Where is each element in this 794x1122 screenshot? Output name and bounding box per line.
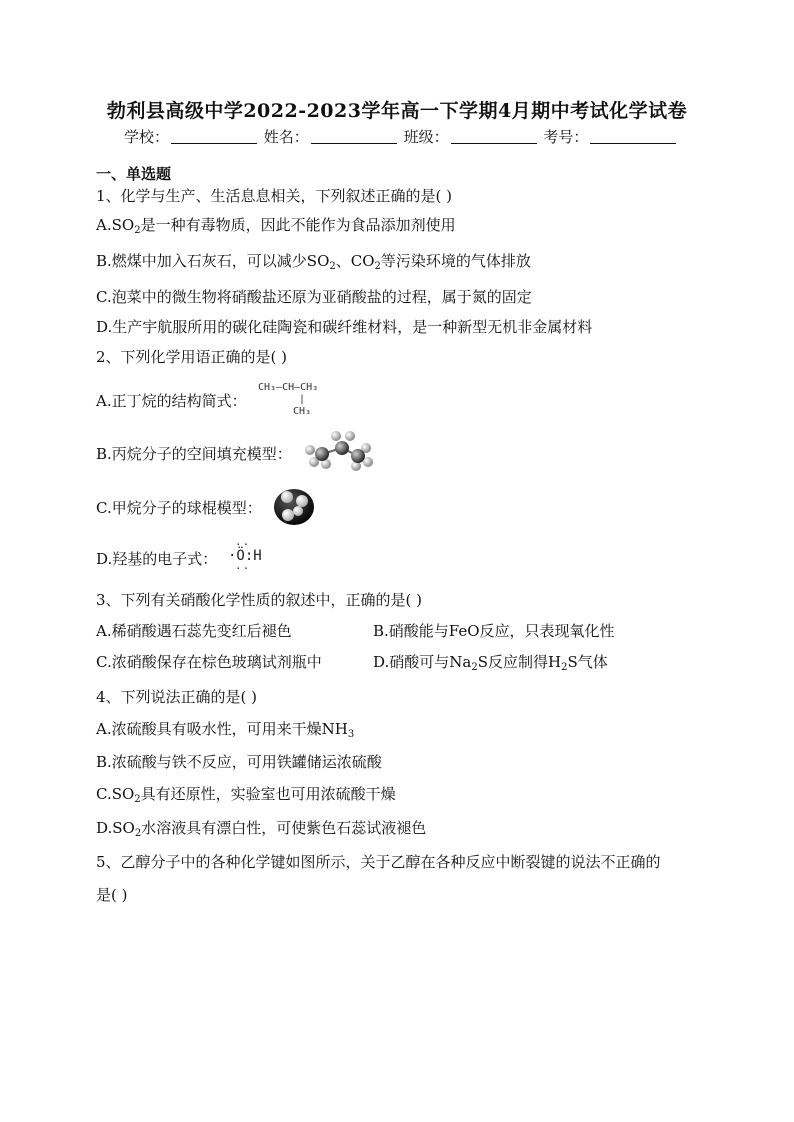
q1-option-b: B.燃煤中加入石灰石，可以减少$SO_2$、$CO_2$等污染环境的气体排放 <box>96 252 531 272</box>
propane-space-filling-model <box>300 428 380 472</box>
exam-title: 勃利县高级中学2022-2023学年高一下学期4月期中考试化学试卷 <box>106 100 688 122</box>
butane-formula-bar: | <box>299 394 306 405</box>
q2-option-a: A.正丁烷的结构简式： <box>96 392 247 410</box>
number-blank[interactable] <box>590 129 676 144</box>
q1-option-d: D.生产宇航服所用的碳化硅陶瓷和碳纤维材料，是一种新型无机非金属材料 <box>96 318 593 336</box>
q4-option-d: $D.SO_2$水溶液具有漂白性，可使紫色石蕊试液褪色 <box>96 819 427 839</box>
number-label: 考号： <box>543 128 589 146</box>
q2-option-d: D.羟基的电子式： <box>96 550 218 568</box>
q3-option-a: A.稀硝酸遇石蕊先变红后褪色 <box>96 622 292 640</box>
q4-option-a: A.浓硫酸具有吸水性，可用来干燥$NH_3$ <box>96 720 355 740</box>
methane-ball-stick-model <box>272 487 318 527</box>
class-blank[interactable] <box>451 129 537 144</box>
q4-stem: 4、下列说法正确的是( ) <box>96 688 258 706</box>
q3-stem: 3、下列有关硝酸化学性质的叙述中，正确的是( ) <box>96 591 423 609</box>
hydroxyl-electron-formula: ·Ö:H <box>228 548 262 564</box>
butane-formula-top: CH₃—CH—CH₃ <box>258 382 319 393</box>
q3-option-b: B.硝酸能与FeO反应，只表现氧化性 <box>373 622 615 640</box>
butane-formula-bottom: CH₃ <box>293 406 312 417</box>
q5-stem-line2: 是( ) <box>96 886 128 904</box>
q4-option-c: $C.SO_2$具有还原性，实验室也可用浓硫酸干燥 <box>96 785 396 805</box>
q3-option-c: C.浓硝酸保存在棕色玻璃试剂瓶中 <box>96 653 322 671</box>
class-label: 班级： <box>403 128 449 146</box>
q1-option-c: C.泡菜中的微生物将硝酸盐还原为亚硝酸盐的过程，属于氮的固定 <box>96 288 532 306</box>
name-blank[interactable] <box>311 129 397 144</box>
q2-option-c: C.甲烷分子的球棍模型： <box>96 499 262 517</box>
q5-stem-line1: 5、乙醇分子中的各种化学键如图所示，关于乙醇在各种反应中断裂键的说法不正确的 <box>96 853 661 871</box>
student-info-line <box>124 126 678 147</box>
q1-option-a: $A.SO_2$是一种有毒物质，因此不能作为食品添加剂使用 <box>96 216 456 236</box>
q4-option-b: B.浓硫酸与铁不反应，可用铁罐储运浓硫酸 <box>96 753 382 771</box>
q3-option-d: D.硝酸可与$Na_2S$反应制得$H_2S$气体 <box>373 653 608 673</box>
name-label: 姓名： <box>263 128 309 146</box>
section-heading: 一、单选题 <box>96 165 172 183</box>
hydroxyl-dots-bottom: ·· <box>235 562 251 575</box>
q2-stem: 2、下列化学用语正确的是( ) <box>96 348 288 366</box>
hydroxyl-dots-top: ·· <box>235 538 251 551</box>
school-label: 学校： <box>124 128 170 146</box>
q1-stem: 1、化学与生产、生活息息相关，下列叙述正确的是( ) <box>96 187 453 205</box>
school-blank[interactable] <box>171 129 257 144</box>
q2-option-b: B.丙烷分子的空间填充模型： <box>96 445 292 463</box>
